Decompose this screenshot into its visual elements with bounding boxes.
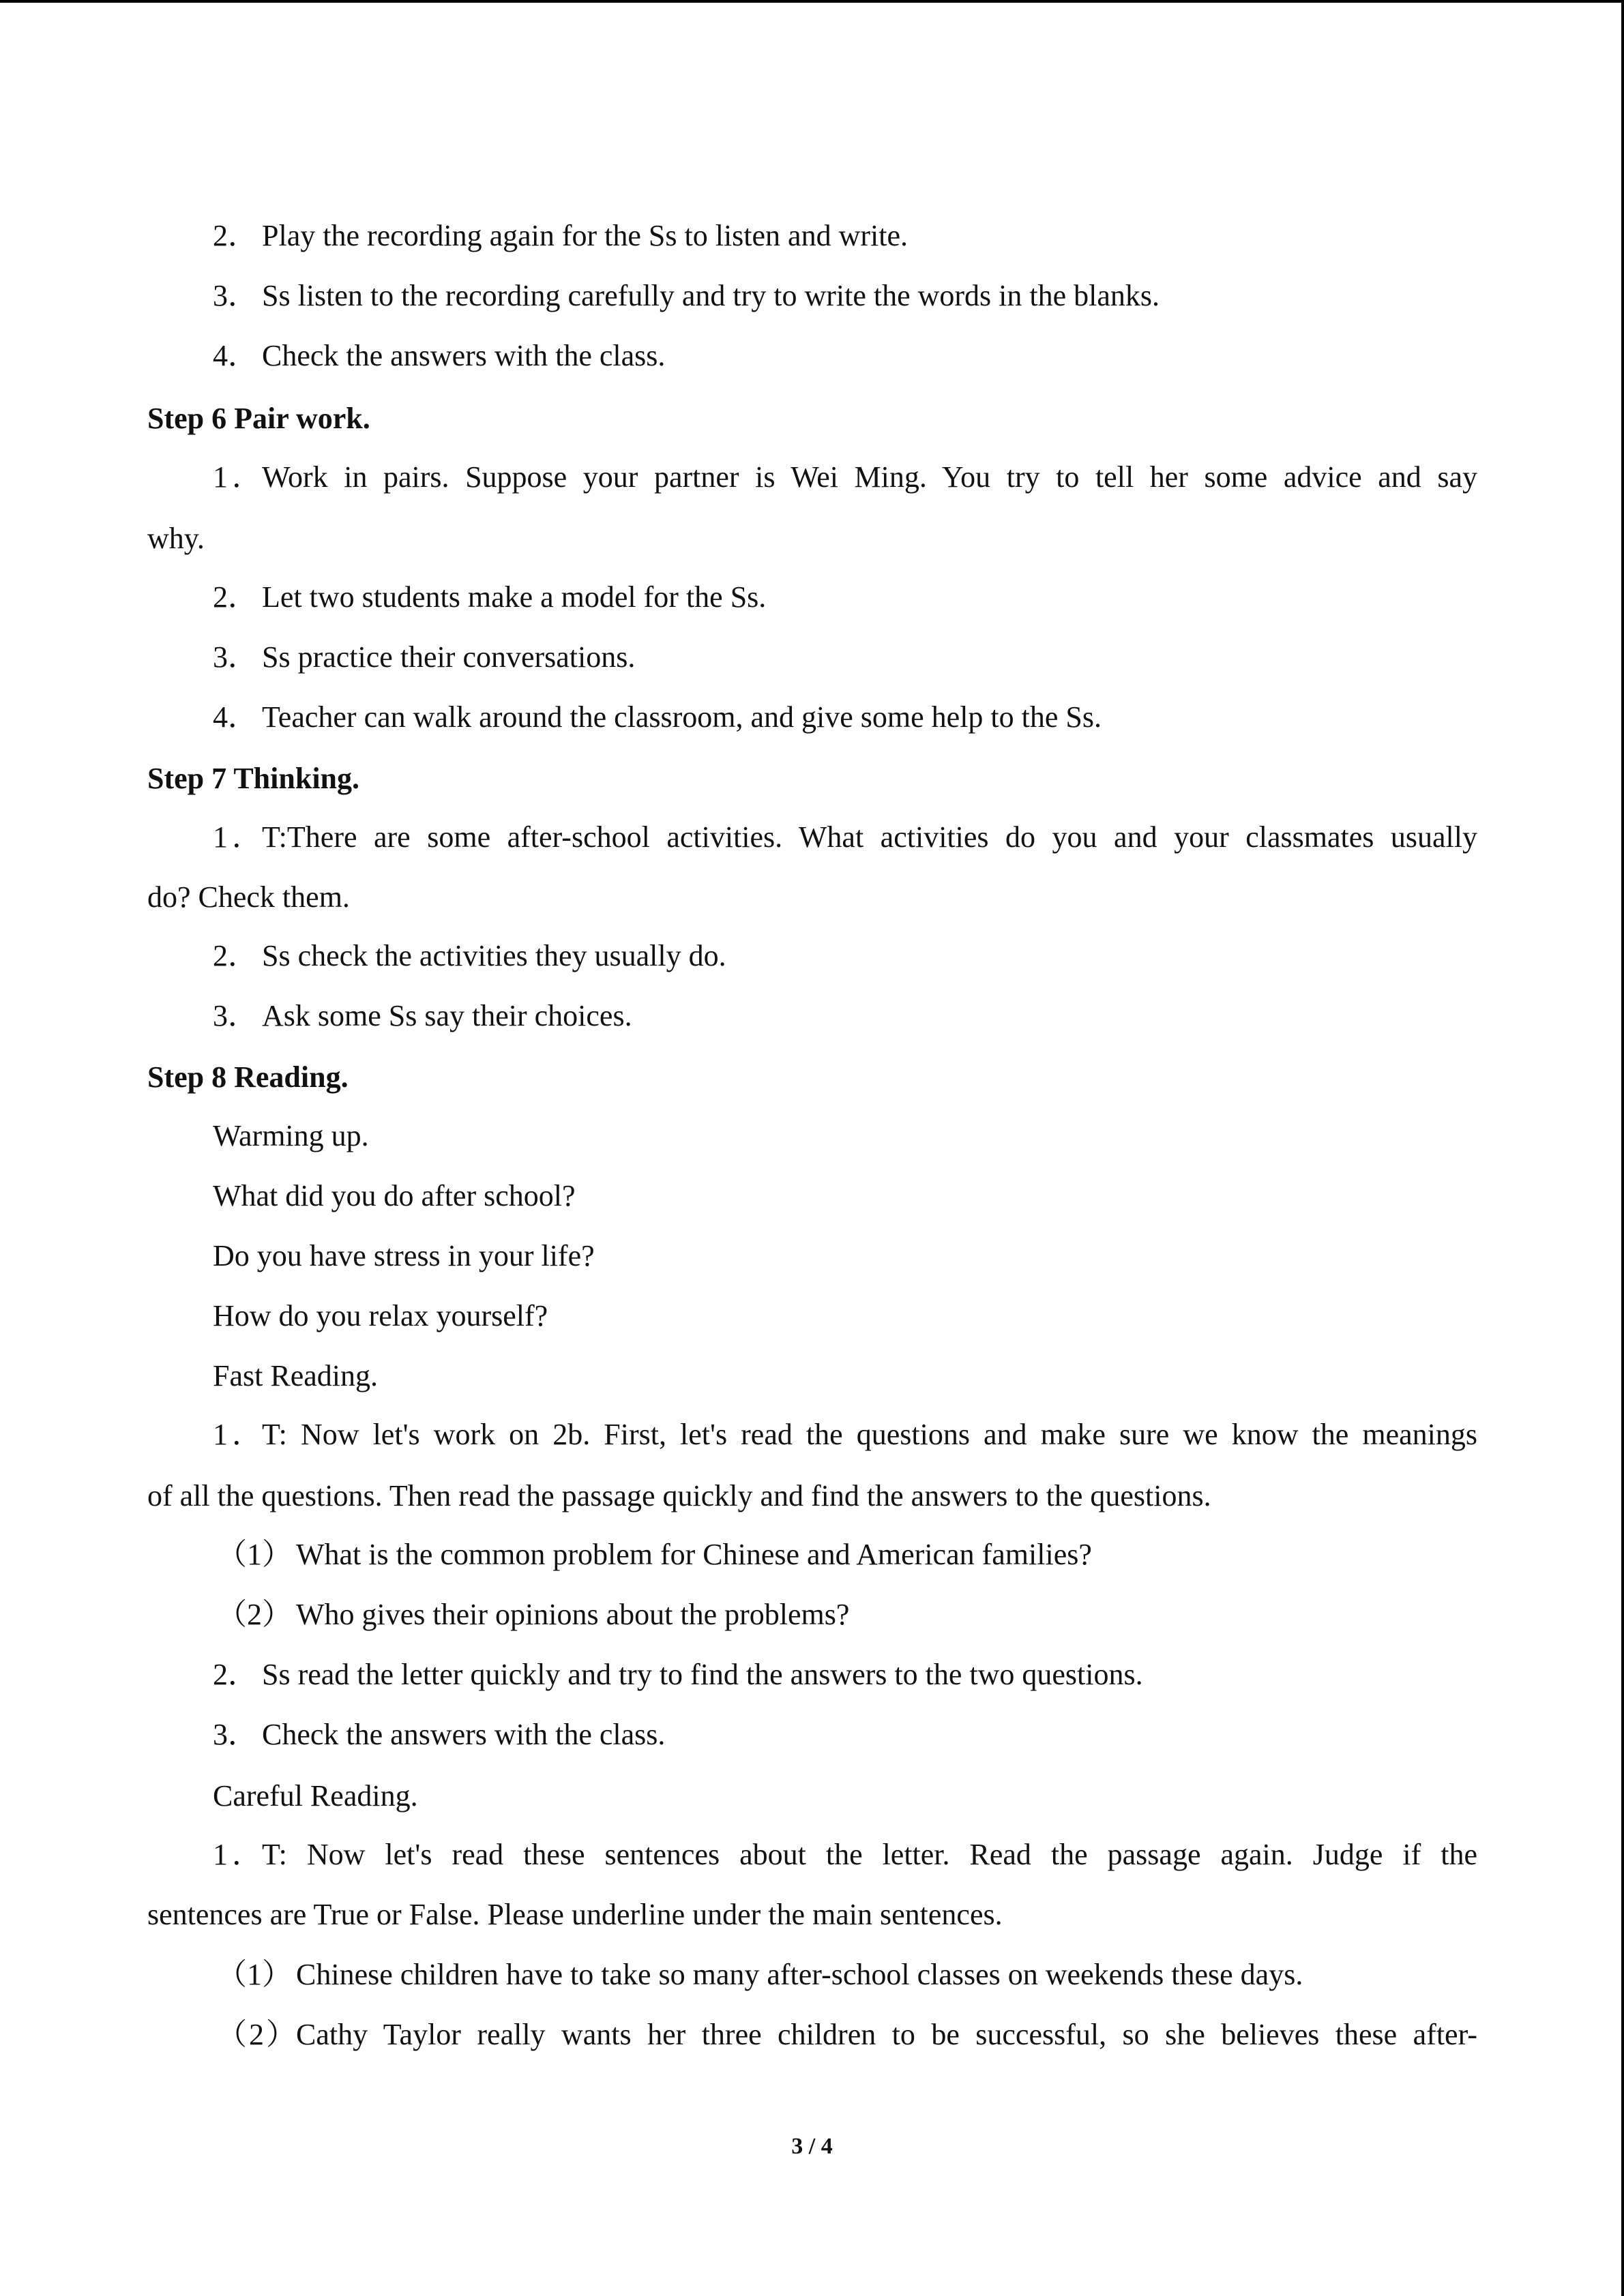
list-item: 3． Ss practice their conversations.: [213, 640, 636, 674]
question: Do you have stress in your life?: [213, 1239, 595, 1272]
list-item: 1．T: Now let's read these sentences about the letter. Read the passage again. Judge if the: [213, 1838, 1477, 1871]
question: How do you relax yourself?: [213, 1299, 548, 1332]
list-item: 1．T:There are some after-school activities. What activities do you and your classmates usually: [213, 820, 1477, 854]
sub-question: （1） Chinese children have to take so many after-school classes on weekends these days.: [217, 1958, 1303, 1991]
page-border-right: [1621, 0, 1624, 2296]
list-item: 2． Let two students make a model for the Ss.: [213, 580, 767, 614]
list-item: 1．T: Now let's work on 2b. First, let's read the questions and make sure we know the meanings: [213, 1418, 1477, 1451]
list-item-continuation: why.: [147, 522, 205, 555]
list-item: 3． Check the answers with the class.: [213, 1718, 666, 1751]
step6-heading: Step 6 Pair work.: [147, 402, 370, 435]
page-border-top: [0, 0, 1624, 3]
sub-question: （2）Cathy Taylor really wants her three children to be successful, so she believes these after-: [217, 2018, 1477, 2051]
list-item-continuation: of all the questions. Then read the passage quickly and find the answers to the questions.: [147, 1479, 1211, 1512]
list-item: 2． Ss check the activities they usually do.: [213, 939, 726, 972]
question: What did you do after school?: [213, 1179, 576, 1212]
list-item: 4． Teacher can walk around the classroom, and give some help to the Ss.: [213, 700, 1102, 734]
step7-heading: Step 7 Thinking.: [147, 762, 360, 795]
careful-reading-label: Careful Reading.: [213, 1779, 418, 1813]
list-item: 2． Play the recording again for the Ss to listen and write.: [213, 219, 908, 252]
list-item: 1．Work in pairs. Suppose your partner is Wei Ming. You try to tell her some advice and say: [213, 460, 1477, 494]
list-item-continuation: do? Check them.: [147, 880, 350, 914]
list-item-continuation: sentences are True or False. Please underline under the main sentences.: [147, 1898, 1003, 1931]
step8-heading: Step 8 Reading.: [147, 1060, 349, 1094]
sub-question: （2） Who gives their opinions about the problems?: [217, 1598, 850, 1631]
list-item: 3． Ss listen to the recording carefully and try to write the words in the blanks.: [213, 279, 1160, 312]
list-item: 2． Ss read the letter quickly and try to find the answers to the two questions.: [213, 1658, 1143, 1691]
page-number: 3 / 4: [791, 2134, 833, 2159]
list-item: 3． Ask some Ss say their choices.: [213, 999, 632, 1032]
warming-up-label: Warming up.: [213, 1119, 369, 1152]
fast-reading-label: Fast Reading.: [213, 1359, 378, 1392]
sub-question: （1） What is the common problem for Chinese and American families?: [217, 1538, 1092, 1571]
list-item: 4． Check the answers with the class.: [213, 339, 666, 372]
